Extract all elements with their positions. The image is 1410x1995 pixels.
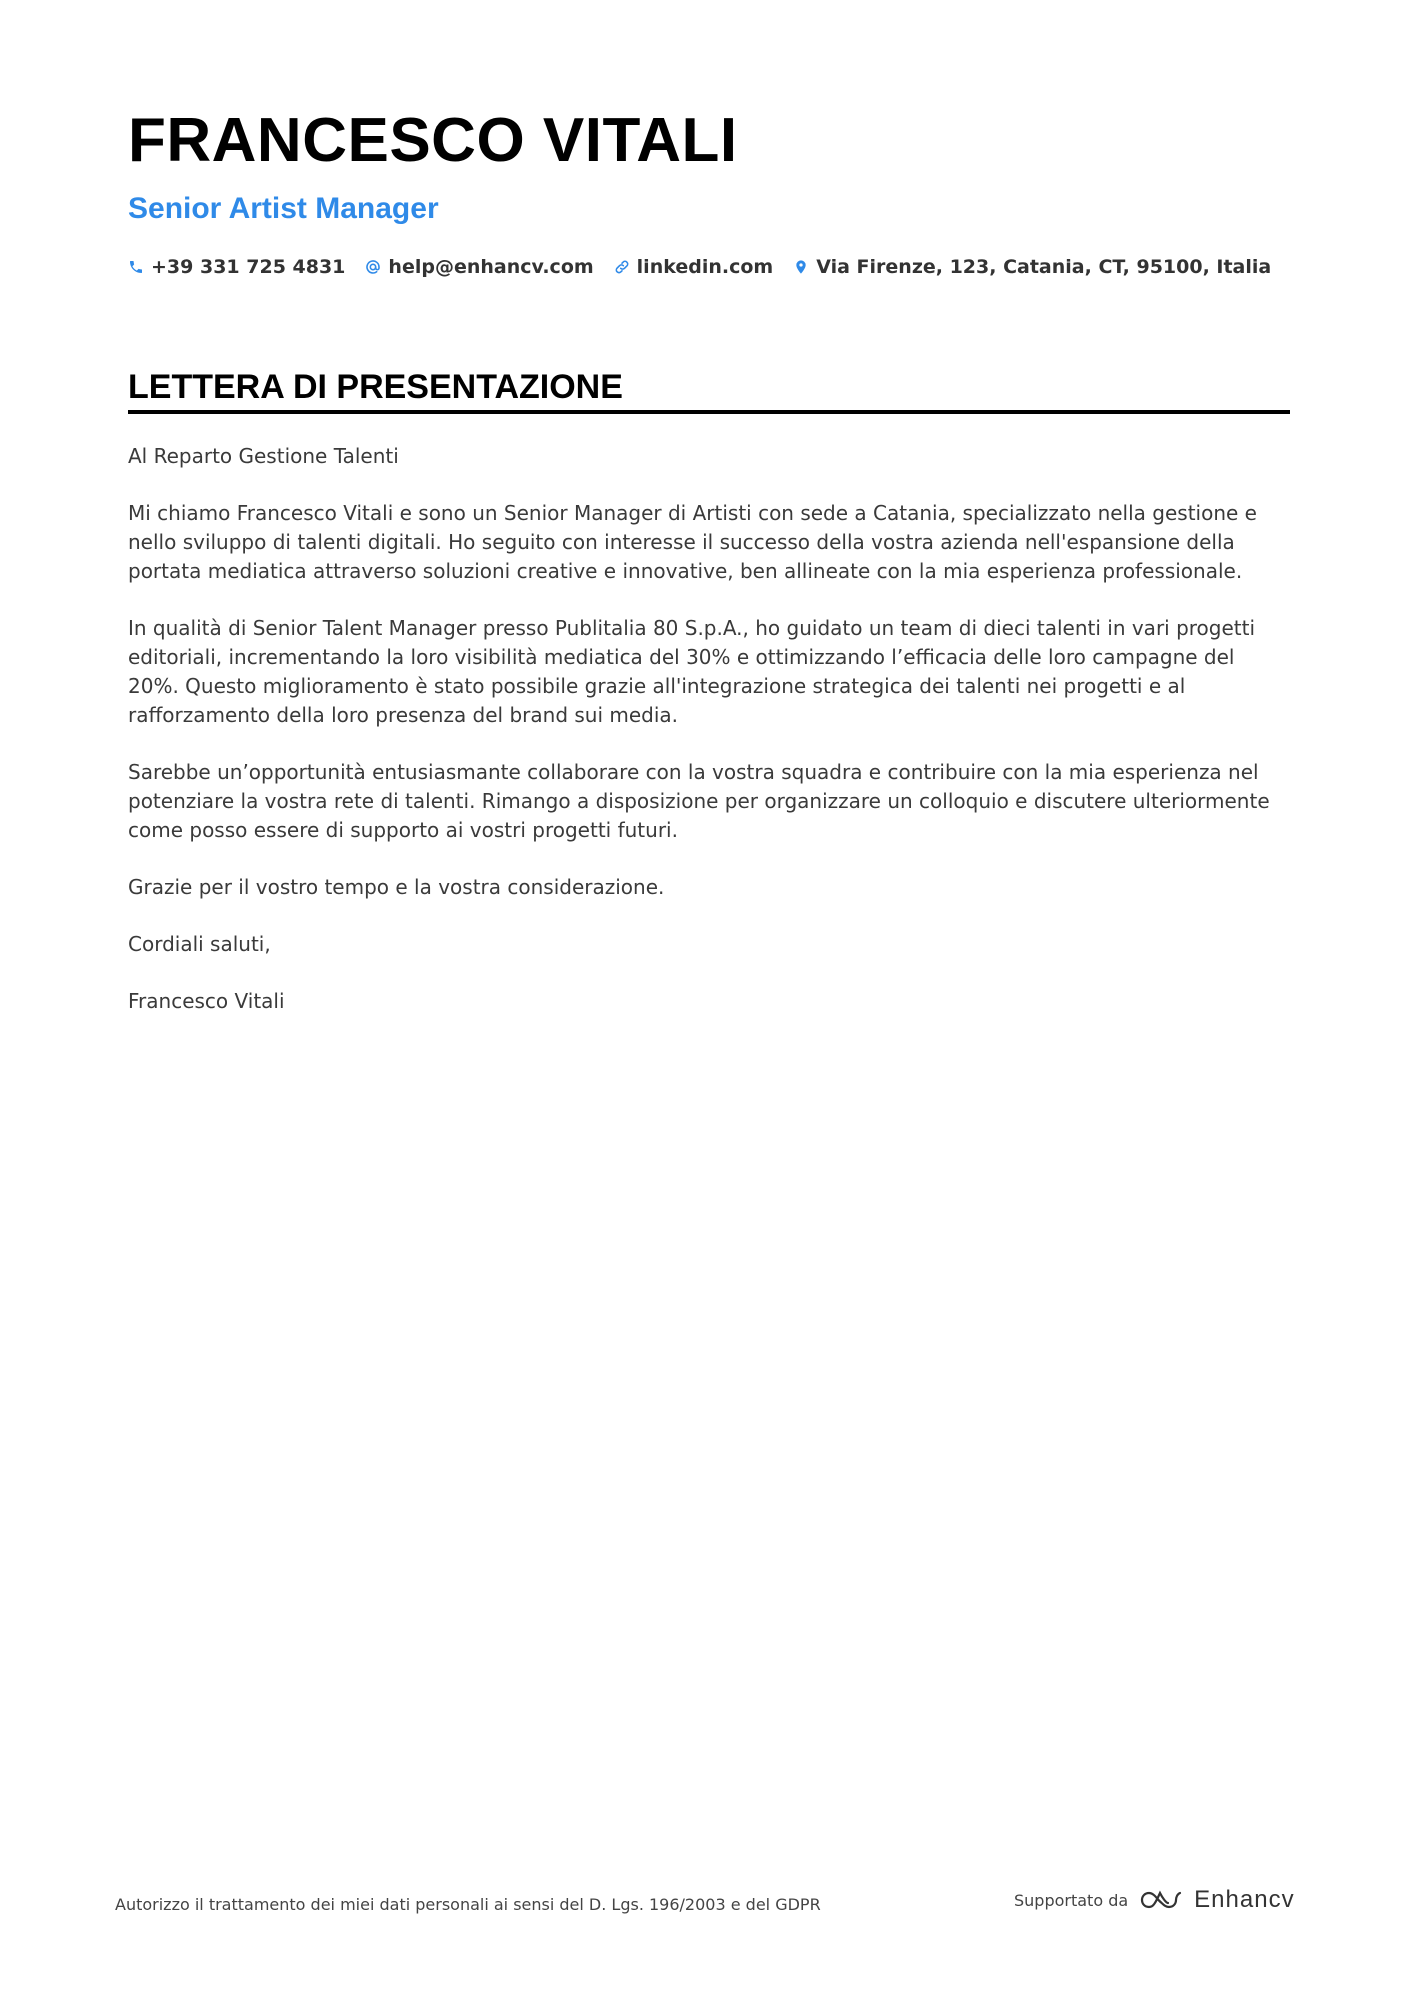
letter-paragraph-3: Sarebbe un’opportunità entusiasmante collaborare con la vostra squadra e contribuire con la mia esperienza nel potenziare la vostra rete di talenti. Rimango a disposizione per organizzare un colloquio e discutere ulteriormente come posso essere di supporto ai vostri progetti futuri. xyxy=(128,760,1270,842)
letter-paragraph-1: Mi chiamo Francesco Vitali e sono un Senior Manager di Artisti con sede a Catania, specializzato nella gestione e nello sviluppo di talenti digitali. Ho seguito con interesse il successo della vostra azienda nell'espansione della portata mediatica attraverso soluzioni creative e innovative, ben allineate con la mia esperienza professionale. xyxy=(128,501,1257,583)
candidate-role: Senior Artist Manager xyxy=(128,192,439,225)
letter-body xyxy=(128,442,1290,1044)
section-title: LETTERA DI PRESENTAZIONE xyxy=(128,368,623,406)
letter-paragraph-2: In qualità di Senior Talent Manager presso Publitalia 80 S.p.A., ho guidato un team di dieci talenti in vari progetti editoriali, incrementando la loro visibilità mediatica del 30% e ottimizzando l’efficacia delle loro campagne del 20%. Questo miglioramento è stato possibile grazie all'integrazione strategica dei talenti nei progetti e al rafforzamento della loro presenza del brand sui media. xyxy=(128,616,1256,727)
letter-signature: Francesco Vitali xyxy=(128,989,285,1013)
contact-address-text: Via Firenze, 123, Catania, CT, 95100, Italia xyxy=(816,256,1272,278)
contact-address xyxy=(793,256,1271,278)
privacy-note: Autorizzo il trattamento dei miei dati personali ai sensi del D. Lgs. 196/2003 e del GDPR xyxy=(115,1895,821,1914)
contact-email-text: help@enhancv.com xyxy=(388,256,594,278)
contact-bar xyxy=(128,256,1271,278)
powered-by-label: Supportato da xyxy=(1014,1890,1129,1910)
letter-paragraph-4: Grazie per il vostro tempo e la vostra considerazione. xyxy=(128,875,665,899)
candidate-name: FRANCESCO VITALI xyxy=(128,106,738,175)
contact-linkedin-text: linkedin.com xyxy=(636,256,774,278)
link-icon xyxy=(614,259,630,275)
at-icon xyxy=(365,259,381,275)
location-pin-icon xyxy=(793,259,809,275)
contact-linkedin[interactable] xyxy=(614,256,774,278)
contact-phone-text: +39 331 725 4831 xyxy=(151,256,346,278)
letter-greeting: Al Reparto Gestione Talenti xyxy=(128,444,399,468)
brand-name: Enhancv xyxy=(1194,1886,1295,1913)
section-divider xyxy=(128,410,1290,414)
phone-icon xyxy=(128,259,144,275)
contact-phone xyxy=(128,256,345,278)
enhancv-logo-icon xyxy=(1138,1888,1184,1912)
contact-email[interactable] xyxy=(365,256,593,278)
powered-by[interactable] xyxy=(1014,1886,1295,1914)
letter-closing: Cordiali saluti, xyxy=(128,932,271,956)
brand xyxy=(1138,1886,1294,1914)
